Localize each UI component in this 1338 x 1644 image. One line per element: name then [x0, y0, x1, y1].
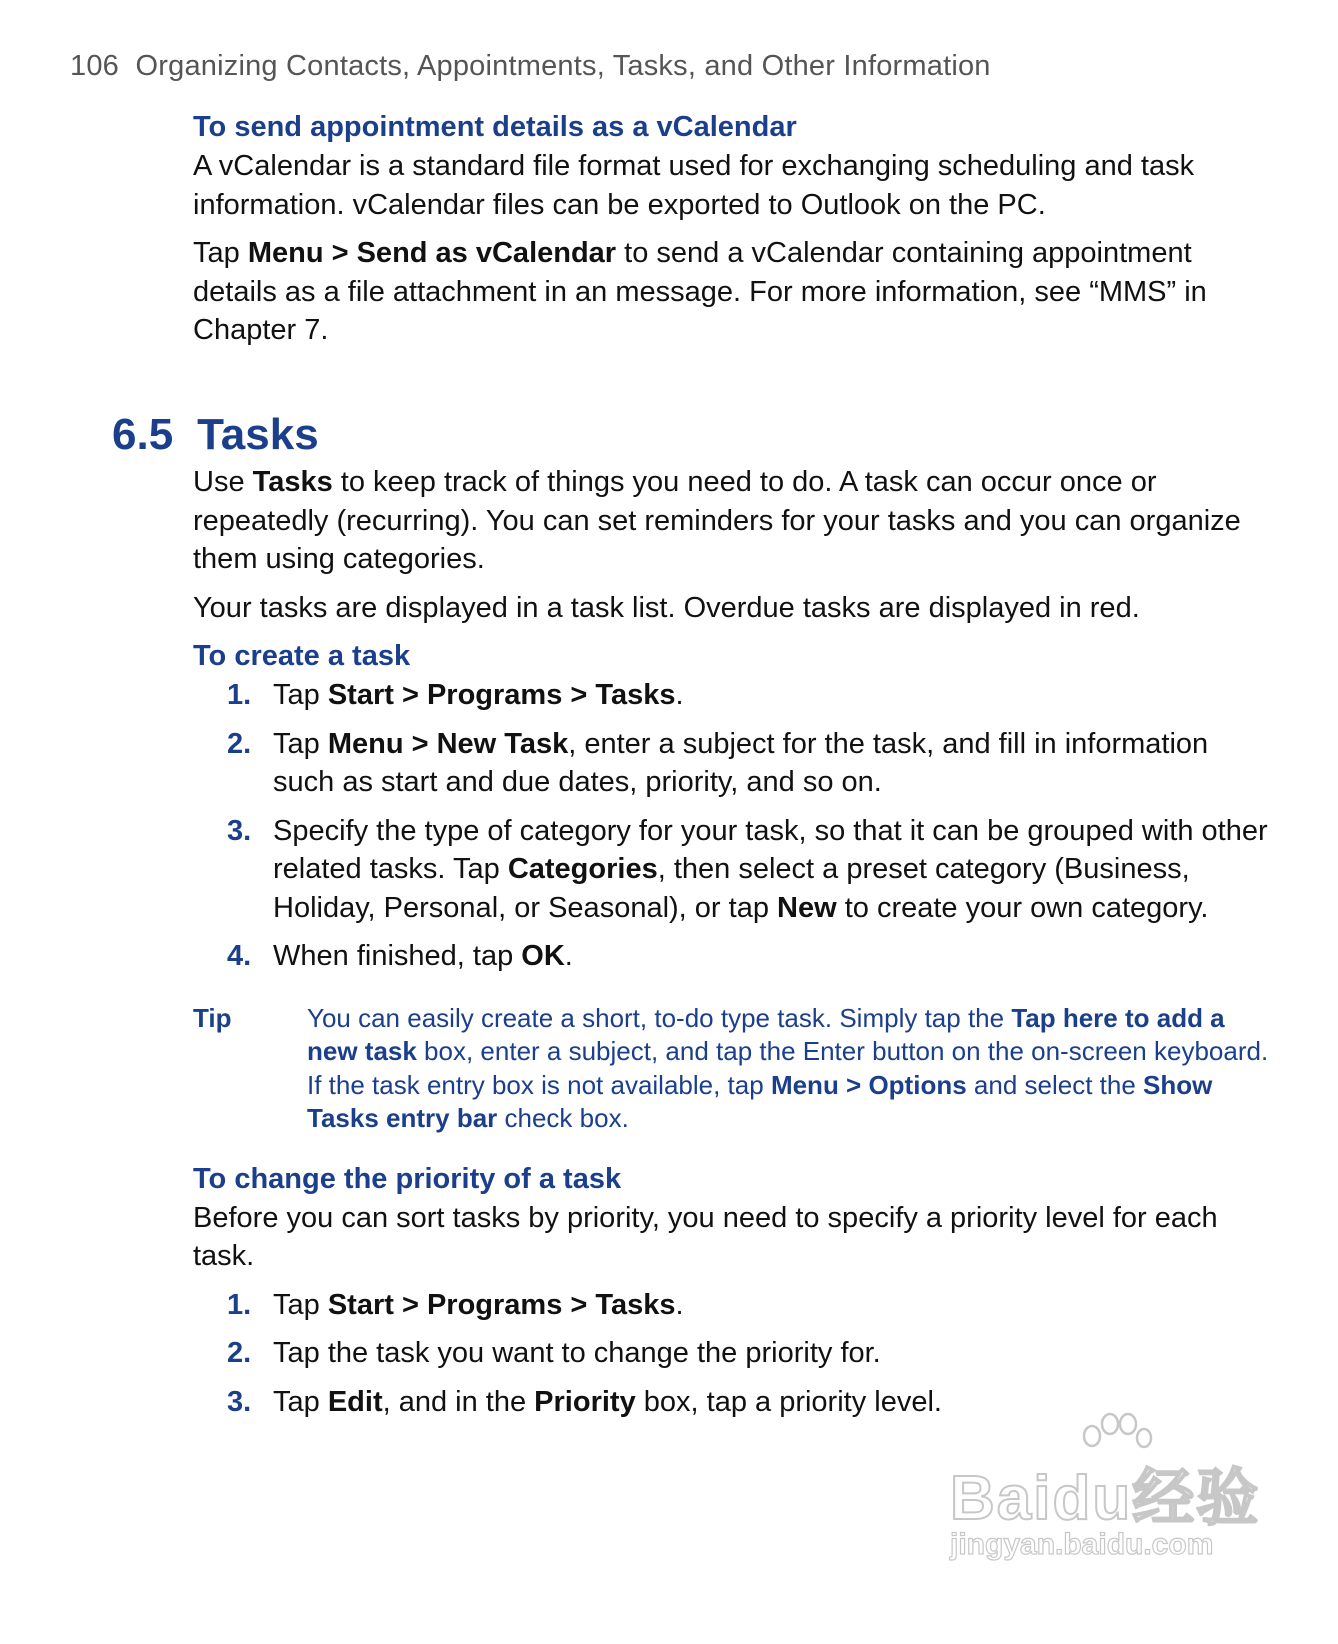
priority-steps [193, 1286, 1273, 1422]
tasks-content [193, 463, 1273, 1421]
chapter-title: Organizing Contacts, Appointments, Tasks, and Other Information [135, 50, 991, 82]
text-run: , and in the [382, 1385, 535, 1418]
step-number: 2. [227, 727, 252, 760]
vcalendar-paragraph-1: A vCalendar is a standard file format used for exchanging scheduling and task information. vCalendar files can be exported to Outlook on the PC. [193, 150, 1195, 221]
text-run: Use [193, 466, 253, 498]
step-number: 3. [227, 814, 252, 847]
bold-text: OK [521, 940, 565, 972]
text-run: to keep track of things you need to do. A task can occur once or repeatedly (recurring). You can set reminders for your tasks and you can organize them using categories. [193, 466, 1241, 575]
section-number: 6.5 [112, 410, 174, 459]
text-run: . [675, 679, 684, 711]
text-run: . [564, 940, 573, 972]
step-number: 2. [227, 1337, 252, 1369]
create-task-heading: To create a task [193, 640, 411, 672]
bold-text: Start > Programs > Tasks [327, 679, 676, 711]
text-run: You can easily create a short, to-do type task. Simply tap the [307, 1002, 1012, 1033]
tip-box [193, 1002, 1273, 1136]
bold-text: Start > Programs > Tasks [327, 1288, 676, 1321]
text-run: Tap [273, 679, 328, 711]
bold-text: Edit [327, 1385, 383, 1418]
text-run: to create your own category. [836, 891, 1209, 924]
vcalendar-paragraph-2 [193, 234, 1273, 350]
text-run: box, enter a subject, and tap the Enter button on the on-screen keyboard. If the task entry box is not available, tap [307, 1036, 1269, 1100]
text-run: When finished, tap [273, 940, 522, 972]
text-run: Tap [273, 1385, 328, 1418]
tasks-intro-paragraph [193, 463, 1273, 579]
text-run: , then select a preset category (Business, Holiday, Personal, or Seasonal), or tap [273, 853, 1190, 924]
watermark-url: jingyan.baidu.com [950, 1528, 1214, 1561]
create-task-steps [193, 676, 1273, 976]
menu-path-send-vcalendar: Menu > Send as vCalendar [247, 237, 617, 269]
priority-heading: To change the priority of a task [193, 1162, 622, 1195]
step-number: 1. [227, 1288, 252, 1321]
running-head [70, 50, 991, 83]
watermark-brand: Baidu经验 [950, 1464, 1261, 1533]
tip-label: Tip [193, 1002, 232, 1033]
text-run: Tap [193, 237, 248, 269]
section-heading [112, 410, 319, 460]
list-item [193, 1286, 1273, 1325]
bold-text: New [777, 891, 837, 924]
bold-text: Tap here to add a new task [307, 1002, 1225, 1066]
list-item [193, 812, 1273, 928]
list-item [193, 937, 1273, 976]
text-run: , enter a subject for the task, and fill in information such as start and due dates, priority, and so on. [273, 727, 1209, 798]
step-number: 4. [227, 940, 252, 972]
bold-text: Categories [507, 853, 658, 885]
bold-tasks: Tasks [252, 466, 333, 498]
text-run: to send a vCalendar containing appointment details as a file attachment in an message. For more information, see “MMS” in Chapter 7. [193, 237, 1207, 346]
text-run: Tap [273, 1288, 328, 1321]
text-run: and select the [966, 1069, 1144, 1100]
text-run: . [675, 1288, 684, 1321]
bold-text: Menu > Options [770, 1069, 967, 1100]
baidu-watermark [950, 1420, 1270, 1570]
bold-text: Priority [534, 1385, 636, 1418]
bold-text: Show Tasks entry bar [307, 1069, 1213, 1133]
step-number: 3. [227, 1385, 252, 1418]
list-item [193, 676, 1273, 715]
text-run: Tap the task you want to change the priority for. [273, 1337, 881, 1369]
list-item [193, 1334, 1273, 1373]
bold-text: Menu > New Task [327, 727, 569, 760]
step-number: 1. [227, 679, 252, 711]
priority-paragraph: Before you can sort tasks by priority, you need to specify a priority level for each task. [193, 1201, 1218, 1272]
list-item [193, 725, 1273, 802]
text-run: Tap [273, 727, 328, 760]
text-run: Specify the type of category for your task, so that it can be grouped with other related tasks. Tap [273, 814, 1268, 885]
vcalendar-heading: To send appointment details as a vCalendar [193, 111, 797, 143]
page-number: 106 [70, 50, 119, 82]
overdue-paragraph: Your tasks are displayed in a task list. Overdue tasks are displayed in red. [193, 591, 1140, 624]
top-content [193, 108, 1273, 350]
section-title: Tasks [197, 410, 319, 459]
text-run: check box. [497, 1103, 629, 1133]
text-run: box, tap a priority level. [635, 1385, 942, 1418]
